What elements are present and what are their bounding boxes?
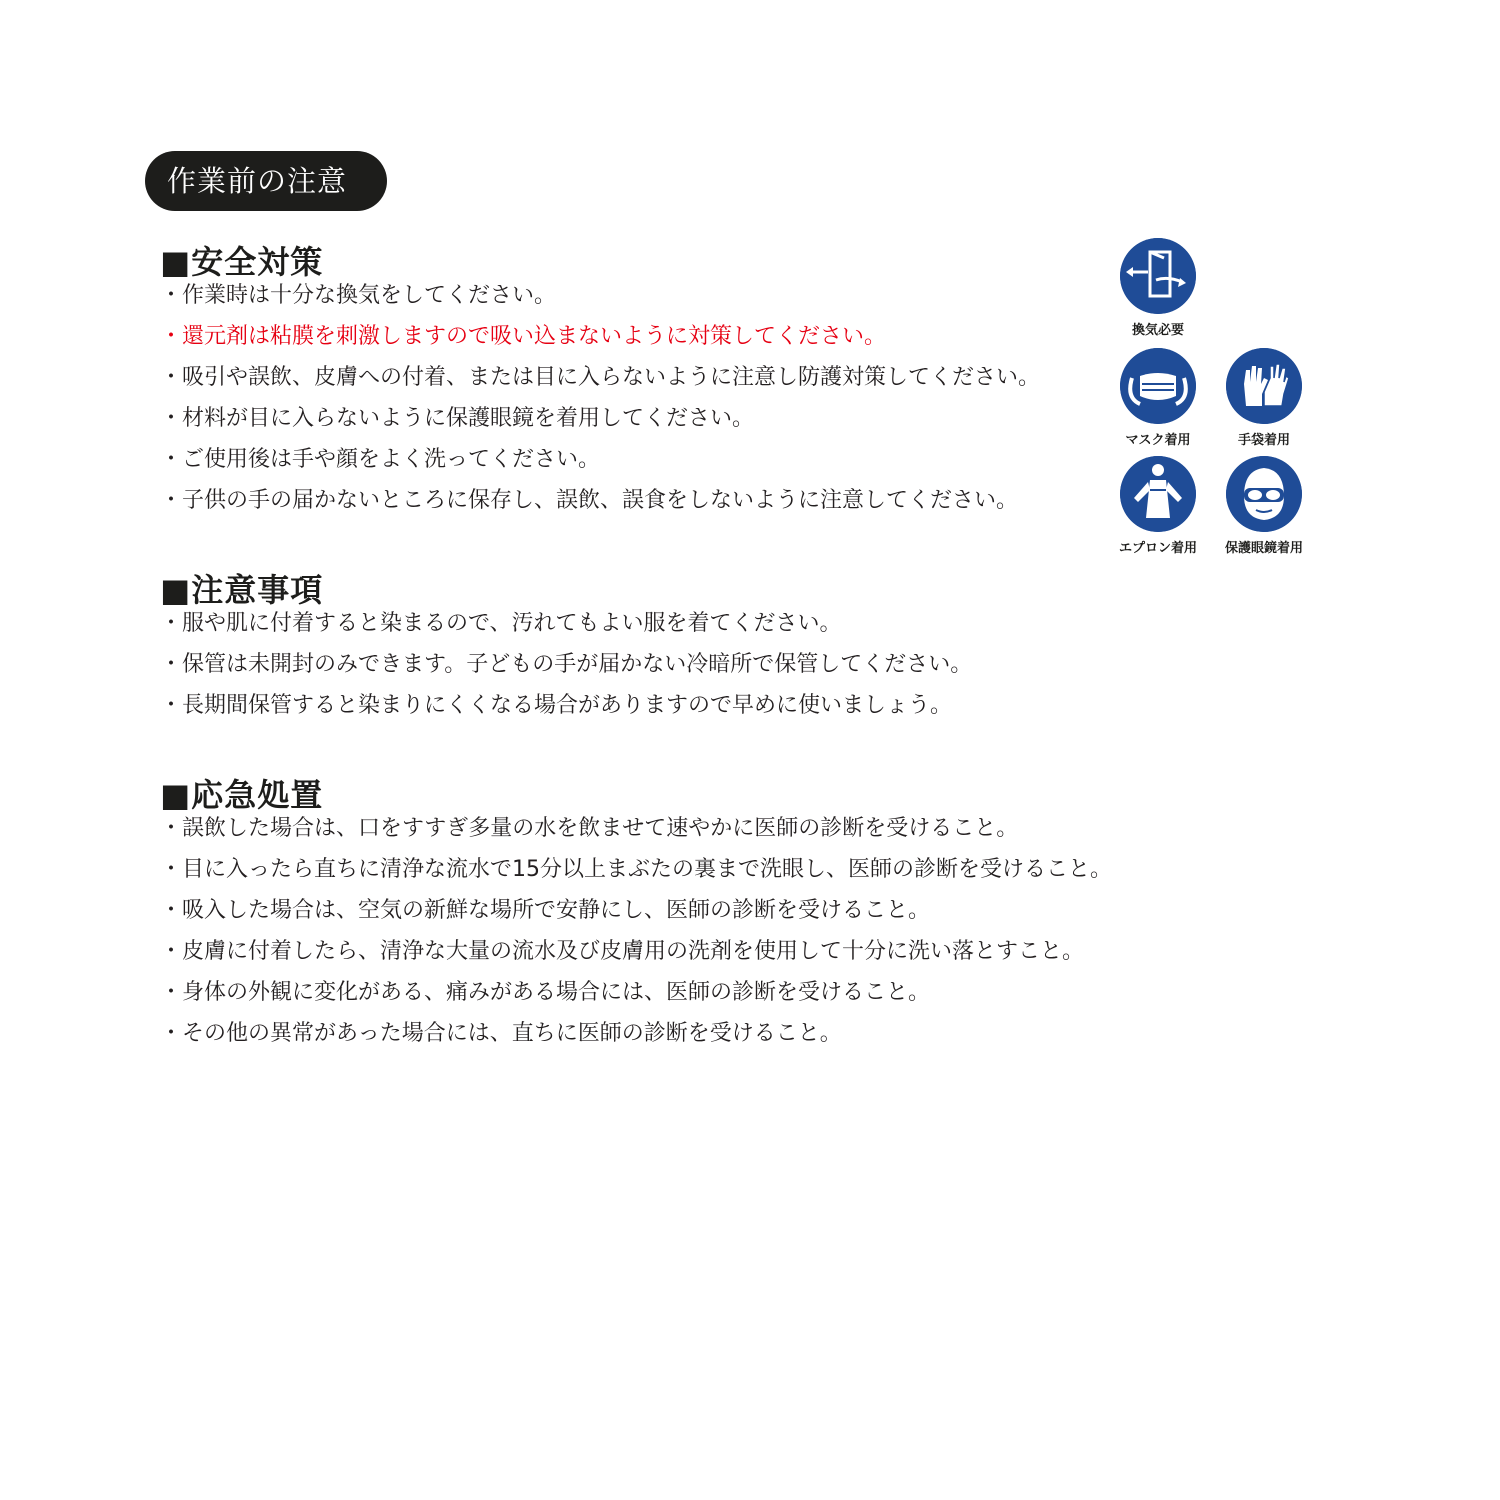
ventilation-icon: [1120, 238, 1196, 314]
first-aid-list: [160, 808, 1112, 1054]
heading-notes: ■注意事項: [160, 571, 324, 609]
list-item: ・保管は未開封のみできます。子どもの手が届かない冷暗所で保管してください。: [160, 652, 973, 677]
list-item: ・ご使用後は手や顔をよく洗ってください。: [160, 447, 601, 472]
pictogram-ventilation: [1110, 238, 1206, 338]
list-item: ・誤飲した場合は、口をすすぎ多量の水を飲ませて速やかに医師の診断を受けること。: [160, 816, 1019, 841]
notes-list: [160, 603, 972, 726]
list-item: ・目に入ったら直ちに清浄な流水で15分以上まぶたの裏まで洗眼し、医師の診断を受けること。: [160, 857, 1112, 882]
pictogram-label: 換気必要: [1131, 323, 1184, 338]
list-item: ・長期間保管すると染まりにくくなる場合がありますので早めに使いましょう。: [160, 693, 953, 718]
list-item: ・身体の外観に変化がある、痛みがある場合には、医師の診断を受けること。: [160, 980, 931, 1005]
safety-pictograms: [1100, 238, 1330, 558]
pictogram-label: マスク着用: [1125, 433, 1191, 448]
goggles-icon: [1226, 456, 1302, 532]
list-item: ・服や肌に付着すると染まるので、汚れてもよい服を着てください。: [160, 611, 842, 636]
gloves-icon: [1226, 348, 1302, 424]
list-item: ・吸入した場合は、空気の新鮮な場所で安静にし、医師の診断を受けること。: [160, 898, 931, 923]
list-item: ・吸引や誤飲、皮膚への付着、または目に入らないように注意し防護対策してください。: [160, 365, 1041, 390]
list-item: ・皮膚に付着したら、清浄な大量の流水及び皮膚用の洗剤を使用して十分に洗い落とすこと。: [160, 939, 1085, 964]
list-item: ・材料が目に入らないように保護眼鏡を着用してください。: [160, 406, 755, 431]
heading-safety: ■安全対策: [160, 243, 324, 281]
pictogram-mask: [1110, 348, 1206, 448]
pictogram-goggles: [1216, 456, 1312, 556]
list-item: ・作業時は十分な換気をしてください。: [160, 283, 557, 308]
list-item: ・その他の異常があった場合には、直ちに医師の診断を受けること。: [160, 1021, 842, 1046]
list-item: ・子供の手の届かないところに保存し、誤飲、誤食をしないように注意してください。: [160, 488, 1019, 513]
list-item-warning: ・還元剤は粘膜を刺激しますので吸い込まないように対策してください。: [160, 324, 887, 349]
section-badge: 作業前の注意: [145, 151, 387, 211]
safety-list: [160, 275, 1040, 521]
pictogram-gloves: [1216, 348, 1312, 448]
mask-icon: [1120, 348, 1196, 424]
pictogram-label: エプロン着用: [1118, 541, 1197, 556]
pictogram-label: 保護眼鏡着用: [1224, 541, 1303, 556]
pictogram-label: 手袋着用: [1237, 433, 1290, 448]
apron-icon: [1120, 456, 1196, 532]
heading-first-aid: ■応急処置: [160, 776, 324, 814]
pictogram-apron: [1110, 456, 1206, 556]
